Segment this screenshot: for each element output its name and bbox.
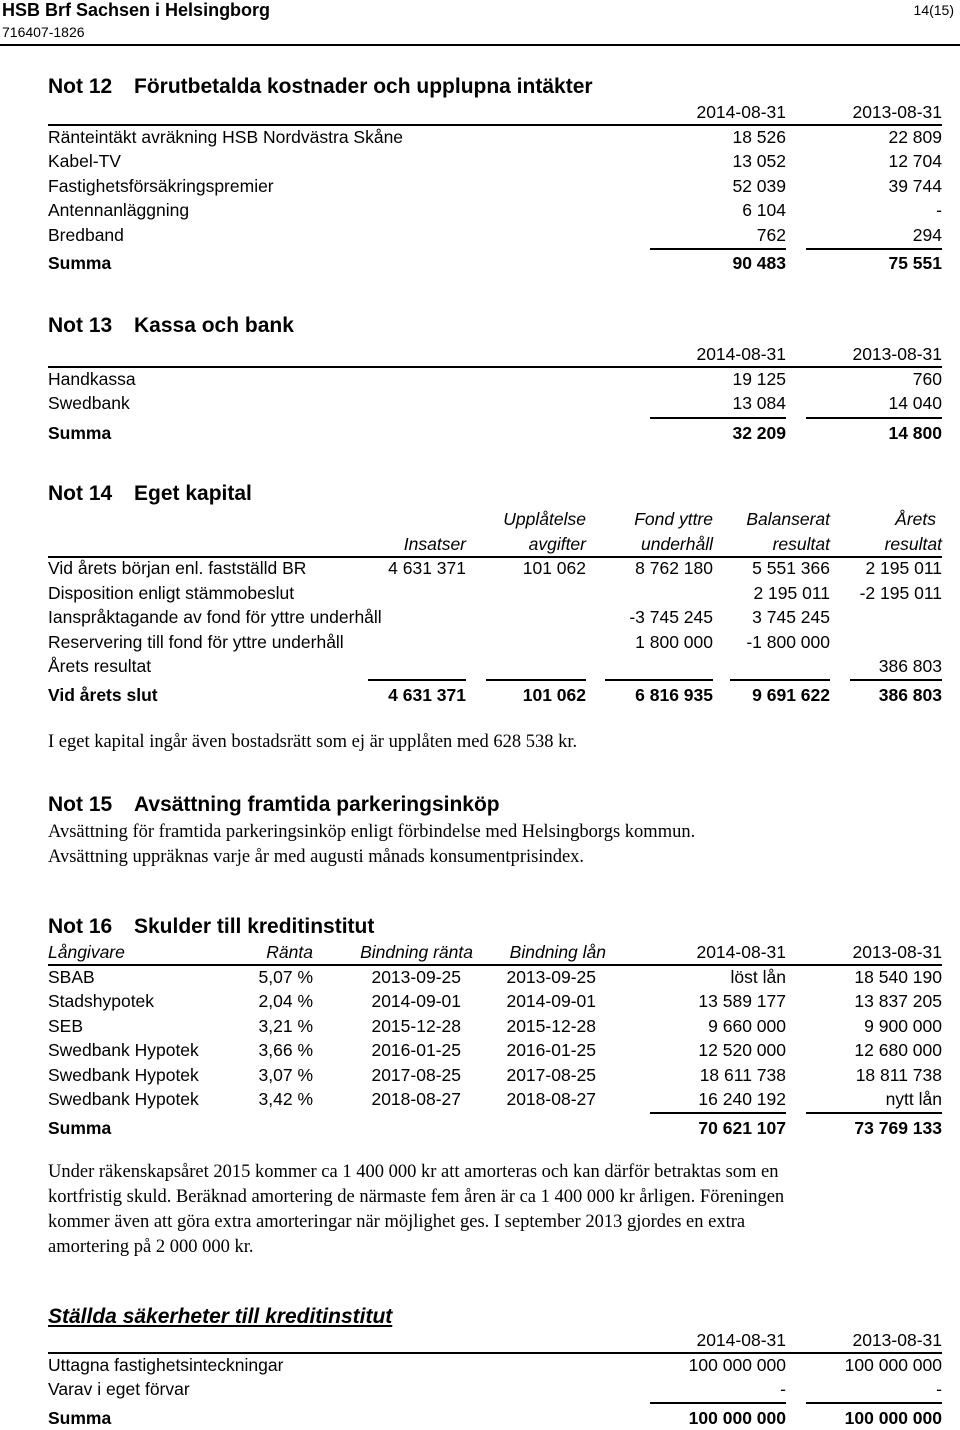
subtotal-rule xyxy=(806,1402,942,1404)
value-cell: 13 837 205 xyxy=(854,991,942,1011)
total-value: 32 209 xyxy=(732,422,786,443)
value-cell: 16 240 192 xyxy=(698,1089,786,1109)
value-cell: -1 800 000 xyxy=(746,631,830,652)
value-cell: nytt lån xyxy=(885,1089,942,1109)
row-label: Disposition enligt stämmobeslut xyxy=(48,582,295,603)
organization-name: HSB Brf Sachsen i Helsingborg xyxy=(2,0,271,20)
value-cell: 100 000 000 xyxy=(688,1354,786,1375)
note-number: Not 13 xyxy=(48,314,113,337)
value-cell: 13 589 177 xyxy=(698,991,786,1011)
column-header: resultat xyxy=(772,533,830,554)
column-header: Långivare xyxy=(48,942,125,962)
column-header: Bindning ränta xyxy=(360,942,473,962)
note-16-title xyxy=(48,912,942,942)
total-value: 6 816 935 xyxy=(635,684,713,705)
note-number: Not 15 xyxy=(48,793,113,816)
value-cell: 12 680 000 xyxy=(854,1040,942,1060)
table-row xyxy=(48,581,942,606)
total-row xyxy=(48,1116,942,1141)
value-cell: 18 540 190 xyxy=(854,966,942,987)
column-header: 2014-08-31 xyxy=(696,344,786,364)
column-header: Insatser xyxy=(403,533,466,554)
column-header: 2013-08-31 xyxy=(852,344,942,364)
value-cell: löst lån xyxy=(730,966,786,987)
rate-cell: 5,07 % xyxy=(258,966,313,987)
column-header: 2014-08-31 xyxy=(696,942,786,962)
value-cell: 18 526 xyxy=(732,126,786,147)
subtotal-rule xyxy=(650,417,786,419)
column-header-row xyxy=(48,100,942,125)
total-label: Summa xyxy=(48,1407,112,1428)
note-14-section xyxy=(48,479,942,755)
loan-binding-cell: 2016-01-25 xyxy=(506,1040,596,1060)
subtotal-rule xyxy=(605,679,713,681)
lender-cell: SBAB xyxy=(48,966,95,987)
total-value: 386 803 xyxy=(878,684,942,705)
table-row xyxy=(48,198,942,223)
value-cell: 18 811 738 xyxy=(855,1064,942,1085)
rate-binding-cell: 2013-09-25 xyxy=(371,966,461,987)
subtotal-rule xyxy=(730,679,830,681)
note-15-section xyxy=(48,790,942,870)
section-title-text: Ställda säkerheter till kreditinstitut xyxy=(48,1305,393,1328)
row-label: Vid årets början enl. fastställd BR xyxy=(48,558,307,578)
column-header: 2014-08-31 xyxy=(696,1330,786,1350)
note-13-title xyxy=(48,311,942,341)
row-label: Uttagna fastighetsinteckningar xyxy=(48,1354,284,1375)
total-label: Vid årets slut xyxy=(48,684,158,705)
page-number: 14(15) xyxy=(913,2,954,18)
subtotal-rule xyxy=(368,679,466,681)
column-header: 2014-08-31 xyxy=(696,102,786,122)
lender-cell: Stadshypotek xyxy=(48,991,155,1011)
table-row xyxy=(48,1063,942,1088)
column-header: 2013-08-31 xyxy=(852,1330,942,1350)
value-cell: 762 xyxy=(756,224,786,245)
note-title-text: Förutbetalda kostnader och upplupna intäkter xyxy=(134,75,593,98)
column-header: 2013-08-31 xyxy=(852,942,942,962)
total-value: 100 000 000 xyxy=(844,1407,942,1428)
column-header: avgifter xyxy=(528,533,586,554)
table-row xyxy=(48,1377,942,1402)
value-cell: 22 809 xyxy=(888,126,942,147)
total-row xyxy=(48,421,942,446)
note-13-section xyxy=(48,311,942,445)
table-row xyxy=(48,1038,942,1063)
value-cell: 4 631 371 xyxy=(388,558,466,578)
table-row xyxy=(48,630,942,655)
column-header-row xyxy=(48,342,942,367)
table-row xyxy=(48,1014,942,1039)
table-row xyxy=(48,391,942,416)
value-cell: 19 125 xyxy=(732,368,786,389)
subtotal-rule xyxy=(650,1402,786,1404)
value-cell: 100 000 000 xyxy=(844,1354,942,1375)
amortization-paragraph xyxy=(48,1160,942,1260)
column-header-row xyxy=(48,507,942,532)
rate-cell: 3,42 % xyxy=(258,1089,313,1109)
value-cell: -2 195 011 xyxy=(859,582,942,603)
total-value: 75 551 xyxy=(888,253,942,273)
total-value: 9 691 622 xyxy=(752,684,830,705)
table-row xyxy=(48,223,942,248)
securities-section xyxy=(48,1302,942,1430)
paragraph-line: kommer även att göra extra amorteringar när möjlighet ges. I september 2013 gjordes en extra xyxy=(48,1212,746,1232)
value-cell: 5 551 366 xyxy=(752,558,830,578)
total-row xyxy=(48,251,942,276)
column-header-row xyxy=(48,532,942,557)
total-row xyxy=(48,683,942,708)
rate-binding-cell: 2016-01-25 xyxy=(371,1040,461,1060)
rate-binding-cell: 2014-09-01 xyxy=(371,991,461,1011)
subtotal-rule xyxy=(806,248,942,250)
column-header: Årets xyxy=(895,509,936,529)
value-cell: 2 195 011 xyxy=(753,582,830,603)
column-header: underhåll xyxy=(641,533,713,554)
value-cell: 13 052 xyxy=(732,151,786,171)
row-label: Fastighetsförsäkringspremier xyxy=(48,175,274,196)
paragraph-line: Avsättning för framtida parkeringsinköp enligt förbindelse med Helsingborgs kommun. xyxy=(48,822,696,842)
value-cell: 14 040 xyxy=(888,393,942,413)
rate-cell: 3,66 % xyxy=(258,1040,313,1060)
total-value: 100 000 000 xyxy=(688,1407,786,1428)
row-label: Antennanläggning xyxy=(48,200,190,220)
total-value: 70 621 107 xyxy=(698,1117,786,1138)
total-label: Summa xyxy=(48,422,112,443)
lender-cell: SEB xyxy=(48,1015,84,1036)
subtotal-rule xyxy=(650,1112,786,1114)
column-header: Bindning lån xyxy=(509,942,606,962)
value-cell: 12 520 000 xyxy=(698,1040,786,1060)
value-cell: 9 660 000 xyxy=(708,1015,786,1036)
note-12-title xyxy=(48,72,942,102)
column-header-row xyxy=(48,940,942,965)
table-row xyxy=(48,125,942,150)
value-cell: 9 900 000 xyxy=(864,1015,942,1036)
table-row xyxy=(48,1353,942,1378)
lender-cell: Swedbank Hypotek xyxy=(48,1040,199,1060)
row-label: Kabel-TV xyxy=(48,151,121,171)
value-cell: - xyxy=(780,1379,786,1399)
table-row xyxy=(48,556,942,581)
total-value: 73 769 133 xyxy=(854,1117,942,1138)
row-label: Ränteintäkt avräkning HSB Nordvästra Skåne xyxy=(48,126,404,147)
value-cell: -3 745 245 xyxy=(629,607,713,627)
column-header-row xyxy=(48,1328,942,1353)
value-cell: 12 704 xyxy=(888,151,942,171)
row-label: Årets resultat xyxy=(48,656,152,676)
note-15-title xyxy=(48,790,942,820)
paragraph-line: Under räkenskapsåret 2015 kommer ca 1 400 000 kr att amorteras och kan därför betraktas som en xyxy=(48,1162,779,1182)
column-header: Upplåtelse xyxy=(503,509,586,529)
value-cell: 101 062 xyxy=(522,558,586,578)
value-cell: 18 611 738 xyxy=(699,1064,786,1085)
rate-cell: 2,04 % xyxy=(258,991,313,1011)
value-cell: 760 xyxy=(912,368,942,389)
note-12-section xyxy=(48,72,942,276)
total-value: 4 631 371 xyxy=(388,684,466,705)
row-label: Swedbank xyxy=(48,393,130,413)
header-divider xyxy=(0,44,960,46)
note-title-text: Skulder till kreditinstitut xyxy=(134,915,375,938)
loan-binding-cell: 2014-09-01 xyxy=(506,991,596,1011)
column-header: 2013-08-31 xyxy=(852,102,942,122)
note-title-text: Eget kapital xyxy=(134,482,252,505)
rate-binding-cell: 2018-08-27 xyxy=(371,1089,461,1109)
note-number: Not 16 xyxy=(48,915,113,938)
column-header: Ränta xyxy=(266,942,313,962)
paragraph-line: Avsättning uppräknas varje år med augusti månads konsumentprisindex. xyxy=(48,847,585,867)
value-cell: 39 744 xyxy=(888,175,942,196)
total-label: Summa xyxy=(48,1117,112,1138)
row-label: Handkassa xyxy=(48,368,136,389)
total-row xyxy=(48,1406,942,1430)
subtotal-rule xyxy=(486,679,586,681)
value-cell: 13 084 xyxy=(732,393,786,413)
rate-binding-cell: 2015-12-28 xyxy=(371,1015,461,1036)
note-number: Not 14 xyxy=(48,482,113,505)
note-title-text: Kassa och bank xyxy=(134,314,294,337)
subtotal-rule xyxy=(650,248,786,250)
paragraph-line: kortfristig skuld. Beräknad amortering de närmaste fem åren är ca 1 400 000 kr årligen. Föreningen xyxy=(48,1187,785,1207)
column-header: Balanserat xyxy=(746,509,830,529)
table-row xyxy=(48,174,942,199)
paragraph-line: amortering på 2 000 000 kr. xyxy=(48,1237,254,1257)
loan-binding-cell: 2018-08-27 xyxy=(506,1089,596,1109)
loan-binding-cell: 2013-09-25 xyxy=(506,966,596,987)
column-header: Fond yttre xyxy=(634,509,713,529)
value-cell: 6 104 xyxy=(742,200,786,220)
value-cell: - xyxy=(936,200,942,220)
total-value: 101 062 xyxy=(522,684,586,705)
loan-binding-cell: 2015-12-28 xyxy=(506,1015,596,1036)
value-cell: 8 762 180 xyxy=(635,558,713,578)
row-label: Bredband xyxy=(48,224,124,245)
value-cell: 52 039 xyxy=(732,175,786,196)
total-label: Summa xyxy=(48,253,112,273)
table-row xyxy=(48,605,942,630)
value-cell: 386 803 xyxy=(878,656,942,676)
equity-note-text: I eget kapital ingår även bostadsrätt som ej är upplåten med 628 538 kr. xyxy=(48,732,578,752)
total-value: 90 483 xyxy=(732,253,786,273)
subtotal-rule xyxy=(806,417,942,419)
note-16-section xyxy=(48,912,942,1260)
column-header: resultat xyxy=(884,533,942,554)
note-number: Not 12 xyxy=(48,75,113,98)
organization-number: 716407-1826 xyxy=(2,24,85,40)
note-14-title xyxy=(48,479,942,509)
table-row xyxy=(48,149,942,174)
row-label: Varav i eget förvar xyxy=(48,1379,190,1399)
table-row xyxy=(48,1087,942,1112)
loan-binding-cell: 2017-08-25 xyxy=(506,1064,596,1085)
row-label: Reservering till fond för yttre underhåll xyxy=(48,631,344,652)
lender-cell: Swedbank Hypotek xyxy=(48,1089,199,1109)
subtotal-rule xyxy=(806,1112,942,1114)
table-row xyxy=(48,654,942,679)
rate-binding-cell: 2017-08-25 xyxy=(371,1064,461,1085)
value-cell: 294 xyxy=(912,224,942,245)
table-row xyxy=(48,965,942,990)
table-row xyxy=(48,989,942,1014)
total-value: 14 800 xyxy=(888,422,942,443)
value-cell: - xyxy=(936,1379,942,1399)
rate-cell: 3,07 % xyxy=(258,1064,313,1085)
value-cell: 3 745 245 xyxy=(752,607,830,627)
lender-cell: Swedbank Hypotek xyxy=(48,1064,199,1085)
note-title-text: Avsättning framtida parkeringsinköp xyxy=(134,793,500,816)
rate-cell: 3,21 % xyxy=(258,1015,313,1036)
value-cell: 2 195 011 xyxy=(865,558,942,578)
row-label: Ianspråktagande av fond för yttre underhåll xyxy=(48,607,382,627)
table-row xyxy=(48,367,942,392)
subtotal-rule xyxy=(850,679,942,681)
value-cell: 1 800 000 xyxy=(635,631,713,652)
